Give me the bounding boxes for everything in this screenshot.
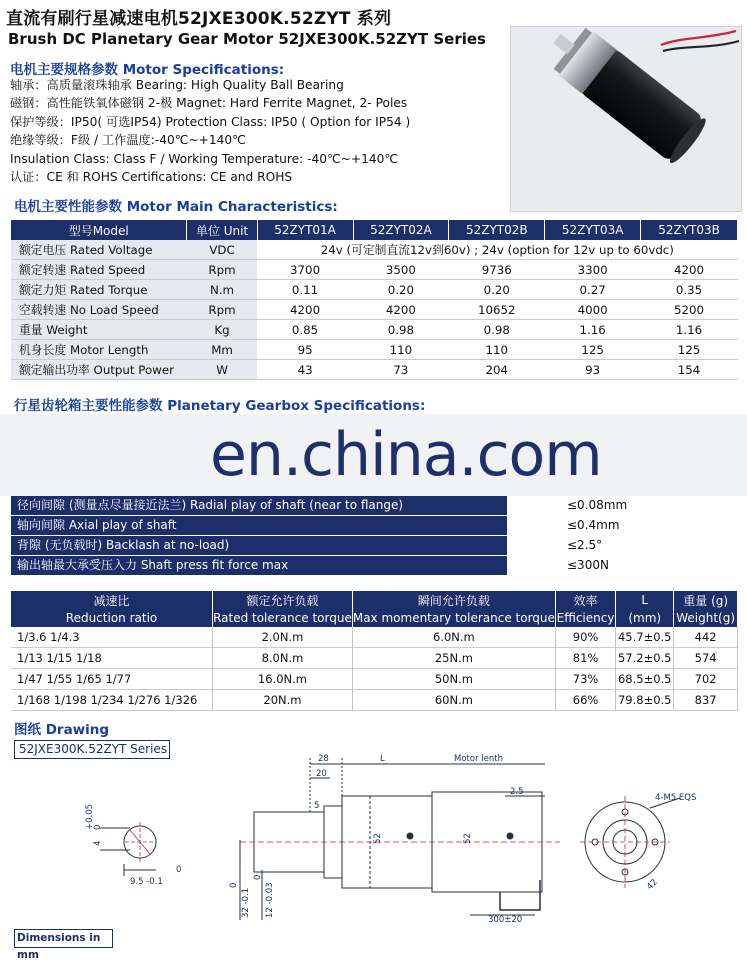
cell: 702 — [674, 669, 738, 690]
dim-5: 5 — [314, 801, 320, 811]
cell: 154 — [641, 360, 738, 380]
row-unit: VDC — [187, 240, 257, 260]
cell: 73 — [353, 360, 449, 380]
cell: 442 — [674, 627, 738, 648]
motor-specs-heading: 电机主要规格参数 Motor Specifications: — [10, 62, 285, 78]
row-label: 额定电压 Rated Voltage — [11, 240, 187, 260]
dim-L: L — [380, 754, 385, 764]
cell: 3700 — [257, 260, 353, 280]
cell: 1.16 — [545, 320, 641, 340]
drawing-series-label: 52JXE300K.52ZYT Series — [14, 740, 170, 759]
cell: 0.20 — [449, 280, 545, 300]
cell: 1/3.6 1/4.3 — [11, 627, 213, 648]
dim-52b: 52 — [463, 833, 473, 844]
gearbox-spec-value: ≤0.4mm — [567, 518, 620, 532]
dim-12: 12 -0.03 — [265, 882, 275, 918]
cell: 110 — [353, 340, 449, 360]
header-cell: (mm) — [616, 609, 674, 627]
cell: 0.11 — [257, 280, 353, 300]
drawing-heading: 图纸 Drawing — [14, 722, 110, 738]
cell: 1/47 1/55 1/65 1/77 — [11, 669, 213, 690]
cell: 20N.m — [213, 690, 353, 711]
dim-20: 20 — [316, 769, 327, 779]
spec-line: 保护等级：IP50( 可选IP54) Protection Class: IP50 ( Option for IP54 ) — [10, 114, 411, 129]
cell: 0.98 — [449, 320, 545, 340]
table-header-row — [11, 220, 738, 240]
table-row — [11, 360, 738, 380]
cell: 3300 — [545, 260, 641, 280]
dim-52a: 52 — [373, 833, 383, 844]
gearbox-spec-label: 输出轴最大承受压入力 Shaft press fit force max — [11, 556, 507, 575]
dim-m5: 4-M5 EQS — [655, 793, 697, 803]
watermark-text: en.china.com — [210, 420, 602, 490]
header-cell: 52ZYT03B — [641, 220, 738, 240]
table-row — [11, 690, 738, 711]
cell: 125 — [641, 340, 738, 360]
cell: 125 — [545, 340, 641, 360]
header-cell: 单位 Unit — [187, 220, 257, 240]
cell: 0.20 — [353, 280, 449, 300]
cell: 25N.m — [352, 648, 555, 669]
spec-line: 绝缘等级：F级 / 工作温度:-40℃~+140℃ — [10, 133, 246, 148]
dim-28: 28 — [318, 754, 329, 764]
row-unit: W — [187, 360, 257, 380]
dim-42: 42 — [645, 877, 660, 893]
row-label: 空载转速 No Load Speed — [11, 300, 187, 320]
table-row — [11, 627, 738, 648]
cell: 16.0N.m — [213, 669, 353, 690]
cell: 3500 — [353, 260, 449, 280]
page-title-en: Brush DC Planetary Gear Motor 52JXE300K.52ZYT Series — [8, 30, 486, 48]
table-row — [11, 240, 738, 260]
cell: 0.85 — [257, 320, 353, 340]
motor-characteristics-table — [11, 220, 738, 380]
table-row — [11, 280, 738, 300]
tol-zero: 0 — [93, 824, 103, 830]
ratio-table — [11, 591, 738, 711]
row-unit: N.m — [187, 280, 257, 300]
motor-length-label: Motor lenth — [454, 754, 503, 764]
dimensions-note: Dimensions in mm — [14, 929, 113, 948]
technical-drawing — [0, 750, 747, 930]
gearbox-spec-label: 轴向间隙 Axial play of shaft — [11, 516, 507, 535]
dim-2-5: 2.5 — [510, 787, 524, 797]
cell: 4200 — [641, 260, 738, 280]
header-cell: L — [616, 591, 674, 609]
cell: 0.27 — [545, 280, 641, 300]
cell: 90% — [555, 627, 615, 648]
cell: 66% — [555, 690, 615, 711]
gearbox-spec-value: ≤300N — [567, 558, 609, 572]
header-cell: 重量 (g) — [674, 591, 738, 609]
header-cell: 效率 — [555, 591, 615, 609]
gearbox-spec-value: ≤0.08mm — [567, 498, 628, 512]
dim-300: 300±20 — [488, 915, 523, 925]
header-cell: Max momentary tolerance torque — [352, 611, 555, 625]
page-title-cn: 直流有刷行星减速电机52JXE300K.52ZYT 系列 — [6, 9, 392, 29]
row-label: 额定转速 Rated Speed — [11, 260, 187, 280]
row-label: 机身长度 Motor Length — [11, 340, 187, 360]
row-unit: Rpm — [187, 300, 257, 320]
header-cell: Reduction ratio — [11, 609, 213, 627]
spec-line: 认证：CE 和 ROHS Certifications: CE and ROHS — [10, 170, 293, 185]
cell: 2.0N.m — [213, 627, 353, 648]
row-label: 额定输出功率 Output Power — [11, 360, 187, 380]
table-header-row — [11, 609, 738, 627]
cell: 73% — [555, 669, 615, 690]
row-label: 额定力矩 Rated Torque — [11, 280, 187, 300]
gearbox-spec-value: ≤2.5° — [567, 538, 603, 552]
table-row — [11, 260, 738, 280]
dim-9-5: 9.5 -0.1 — [130, 877, 163, 887]
table-row — [11, 300, 738, 320]
tol-plus-005: +0.05 — [85, 803, 95, 830]
cell: 4000 — [545, 300, 641, 320]
table-header-row — [11, 591, 738, 609]
spec-line: Insulation Class: Class F / Working Temperature: -40℃~+140℃ — [10, 151, 399, 166]
cell: 4200 — [257, 300, 353, 320]
header-cell: 型号Model — [11, 220, 187, 240]
table-row — [11, 669, 738, 690]
table-row — [11, 648, 738, 669]
cell: 1/13 1/15 1/18 — [11, 648, 213, 669]
row-label: 重量 Weight — [11, 320, 187, 340]
cell: 204 — [449, 360, 545, 380]
cell: 50N.m — [352, 669, 555, 690]
cell: 79.8±0.5 — [616, 690, 674, 711]
spec-line: 磁钢：高性能铁氧体磁钢 2-极 Magnet: Hard Ferrite Magnet, 2- Poles — [10, 96, 408, 111]
spec-line: 轴承：高质量滚珠轴承 Bearing: High Quality Ball Bearing — [10, 78, 344, 92]
cell: 9736 — [449, 260, 545, 280]
cell: 43 — [257, 360, 353, 380]
cell: 574 — [674, 648, 738, 669]
header-cell: 瞬间允许负载 — [352, 591, 555, 609]
header-cell: 额定允许负载 — [213, 591, 353, 609]
header-cell: 52ZYT02B — [449, 220, 545, 240]
cell: 4200 — [353, 300, 449, 320]
table-row — [11, 320, 738, 340]
tol-zero-c: 0 — [176, 865, 182, 875]
dim-4: 4 — [93, 840, 103, 846]
header-cell: 52ZYT01A — [257, 220, 353, 240]
header-cell: Weight(g) — [674, 609, 738, 627]
cell: 57.2±0.5 — [616, 648, 674, 669]
cell: 6.0N.m — [352, 627, 555, 648]
row-unit: Kg — [187, 320, 257, 340]
tol-0b: 0 — [253, 874, 263, 880]
gearbox-spec-row — [11, 516, 738, 535]
cell: 110 — [449, 340, 545, 360]
row-unit: Rpm — [187, 260, 257, 280]
gearbox-heading: 行星齿轮箱主要性能参数 Planetary Gearbox Specifications: — [14, 398, 426, 414]
motor-photo — [510, 26, 742, 212]
gearbox-spec-row — [11, 556, 738, 575]
dim-32: 32 -0.1 — [241, 887, 251, 918]
voltage-value: 24v (可定制直流12v到60v) ; 24v (option for 12v up to 60vdc) — [257, 240, 737, 260]
header-cell: 52ZYT03A — [545, 220, 641, 240]
cell: 837 — [674, 690, 738, 711]
header-cell: Rated tolerance torque — [213, 611, 352, 625]
cell: 81% — [555, 648, 615, 669]
header-cell: Efficiency — [556, 611, 615, 625]
motor-chars-heading: 电机主要性能参数 Motor Main Characteristics: — [14, 199, 338, 215]
gearbox-spec-row — [11, 536, 738, 555]
header-cell: 减速比 — [11, 591, 213, 609]
cell: 0.98 — [353, 320, 449, 340]
gearbox-spec-label: 背隙 (无负载时) Backlash at no-load) — [11, 536, 507, 555]
motor-specs-list — [10, 76, 410, 186]
cell: 45.7±0.5 — [616, 627, 674, 648]
header-cell: 52ZYT02A — [353, 220, 449, 240]
cell: 93 — [545, 360, 641, 380]
cell: 68.5±0.5 — [616, 669, 674, 690]
cell: 60N.m — [352, 690, 555, 711]
row-unit: Mm — [187, 340, 257, 360]
cell: 0.35 — [641, 280, 738, 300]
cell: 95 — [257, 340, 353, 360]
gearbox-spec-row — [11, 496, 738, 515]
cell: 5200 — [641, 300, 738, 320]
table-row — [11, 340, 738, 360]
cell: 8.0N.m — [213, 648, 353, 669]
tol-0a: 0 — [229, 882, 239, 888]
gearbox-spec-label: 径向间隙 (测量点尽量接近法兰) Radial play of shaft (near to flange) — [11, 496, 507, 515]
cell: 1/168 1/198 1/234 1/276 1/326 — [11, 690, 213, 711]
cell: 1.16 — [641, 320, 738, 340]
cell: 10652 — [449, 300, 545, 320]
